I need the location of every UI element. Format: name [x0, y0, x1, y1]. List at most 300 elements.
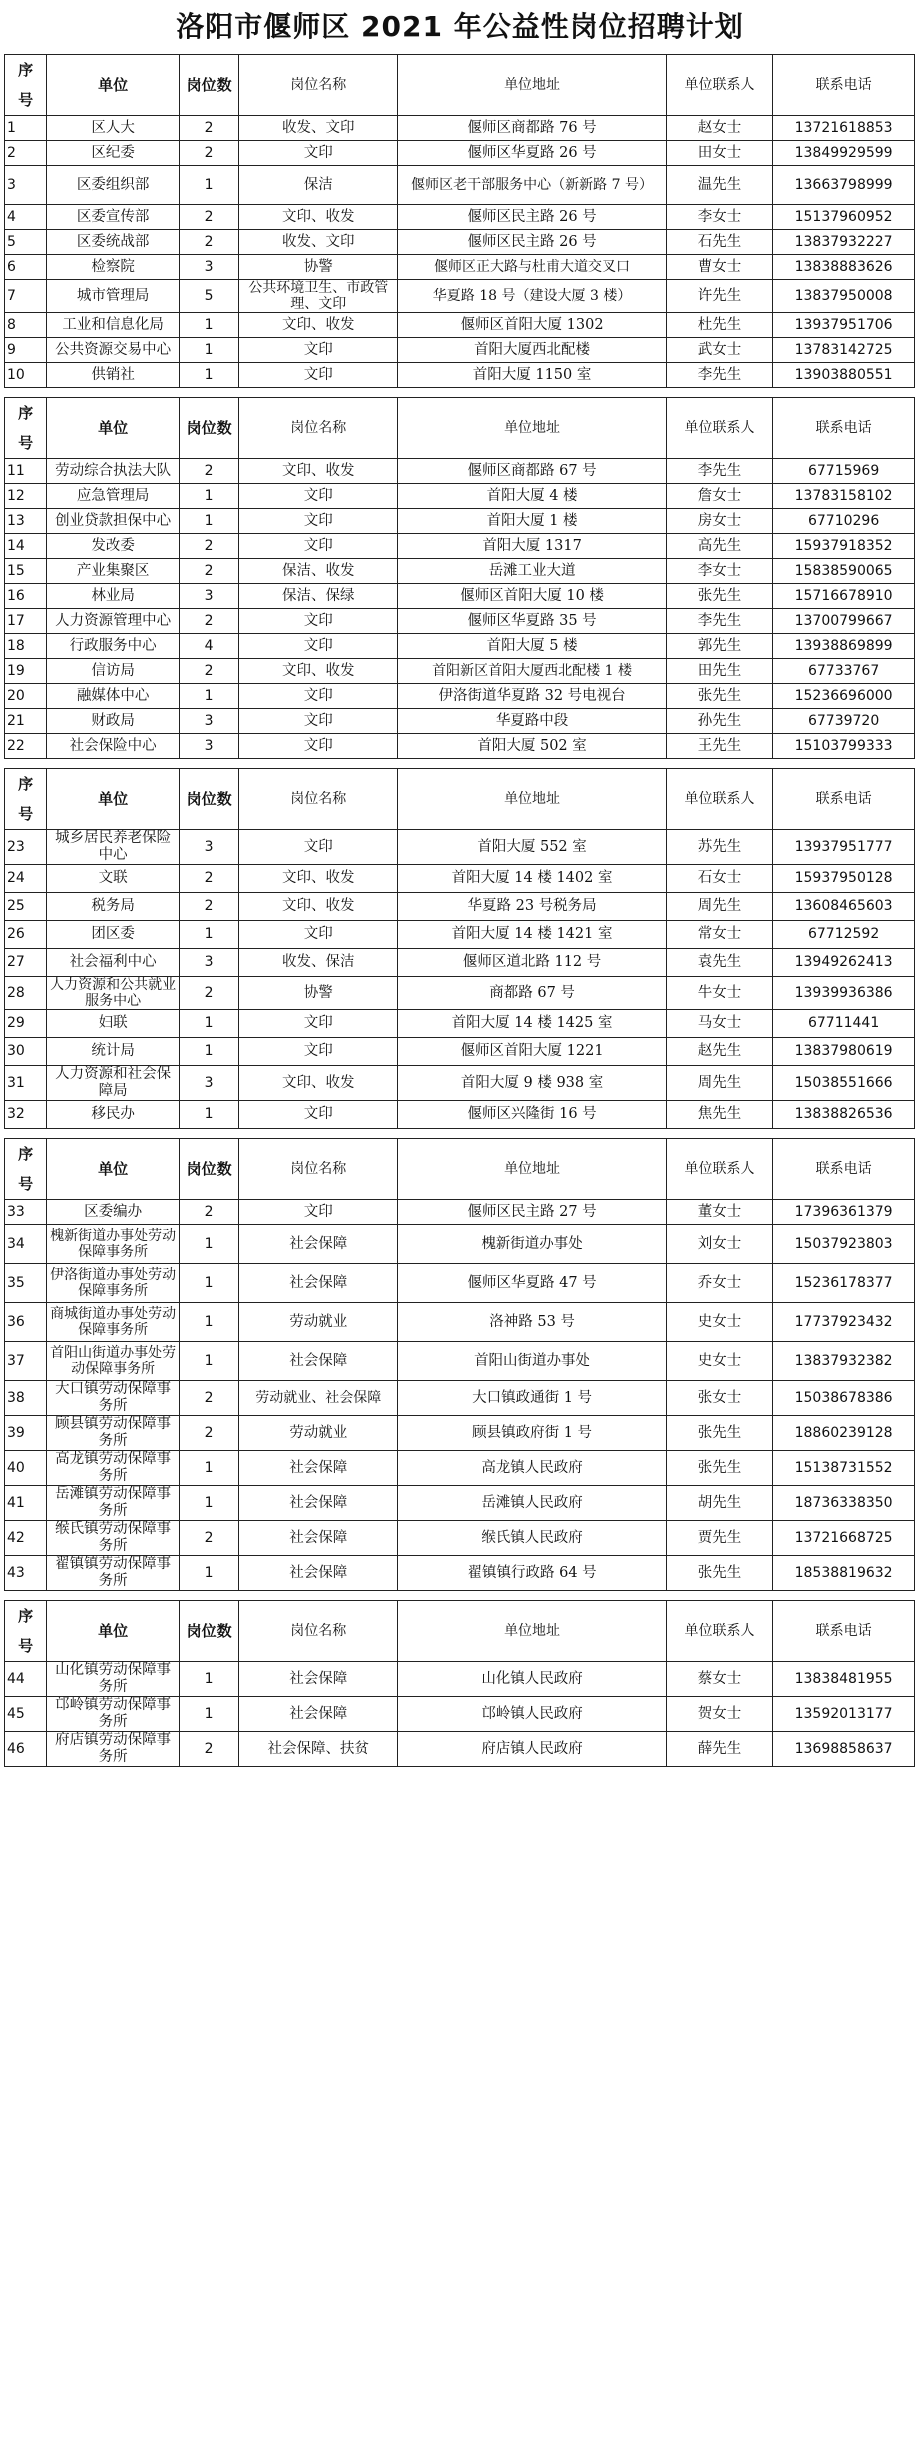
- cell-address: 首阳大厦 5 楼: [398, 634, 667, 659]
- cell-count: 2: [179, 116, 238, 141]
- cell-count: 1: [179, 1662, 238, 1697]
- cell-phone: 13663798999: [773, 166, 915, 205]
- cell-contact: 武女士: [666, 338, 772, 363]
- cell-phone: 13849929599: [773, 141, 915, 166]
- cell-phone: 13903880551: [773, 363, 915, 388]
- cell-no: 17: [5, 609, 47, 634]
- cell-contact: 赵先生: [666, 1038, 772, 1066]
- cell-phone: 15138731552: [773, 1451, 915, 1486]
- cell-address: 岳滩镇人民政府: [398, 1486, 667, 1521]
- cell-contact: 赵女士: [666, 116, 772, 141]
- cell-no: 9: [5, 338, 47, 363]
- header-seq: [5, 1139, 47, 1200]
- cell-post: 社会保障: [239, 1451, 398, 1486]
- cell-unit: 检察院: [47, 255, 180, 280]
- cell-contact: 刘女士: [666, 1225, 772, 1264]
- cell-post: 文印: [239, 830, 398, 865]
- cell-address: 偃师区首阳大厦 1221: [398, 1038, 667, 1066]
- header-seq: [5, 398, 47, 459]
- cell-phone: 13698858637: [773, 1732, 915, 1767]
- header-unit: 单位: [47, 55, 180, 116]
- cell-phone: 15236178377: [773, 1264, 915, 1303]
- cell-contact: 田先生: [666, 659, 772, 684]
- table-row: [5, 1342, 915, 1381]
- table-row: [5, 1732, 915, 1767]
- cell-unit: 移民办: [47, 1101, 180, 1129]
- cell-address: 偃师区民主路 27 号: [398, 1200, 667, 1225]
- cell-count: 3: [179, 709, 238, 734]
- table-row: [5, 363, 915, 388]
- cell-count: 1: [179, 921, 238, 949]
- cell-no: 33: [5, 1200, 47, 1225]
- cell-count: 2: [179, 559, 238, 584]
- cell-count: 1: [179, 1010, 238, 1038]
- table-row: [5, 559, 915, 584]
- cell-no: 37: [5, 1342, 47, 1381]
- cell-phone: 13837980619: [773, 1038, 915, 1066]
- cell-phone: 15236696000: [773, 684, 915, 709]
- cell-post: 文印、收发: [239, 205, 398, 230]
- cell-count: 1: [179, 1038, 238, 1066]
- cell-contact: 乔女士: [666, 1264, 772, 1303]
- header-seq-bottom: 号: [18, 805, 34, 823]
- cell-address: 偃师区华夏路 26 号: [398, 141, 667, 166]
- cell-no: 8: [5, 313, 47, 338]
- cell-post: 社会保障: [239, 1225, 398, 1264]
- cell-unit: 槐新街道办事处劳动保障事务所: [47, 1225, 180, 1264]
- cell-address: 首阳大厦 502 室: [398, 734, 667, 759]
- cell-unit: 创业贷款担保中心: [47, 509, 180, 534]
- cell-phone: 13937951706: [773, 313, 915, 338]
- cell-unit: 妇联: [47, 1010, 180, 1038]
- cell-contact: 史女士: [666, 1342, 772, 1381]
- table-row: [5, 1662, 915, 1697]
- cell-post: 文印: [239, 338, 398, 363]
- cell-phone: 13938869899: [773, 634, 915, 659]
- cell-no: 45: [5, 1697, 47, 1732]
- table-section-4: [4, 1138, 915, 1591]
- cell-no: 24: [5, 865, 47, 893]
- cell-post: 社会保障: [239, 1697, 398, 1732]
- cell-post: 收发、文印: [239, 230, 398, 255]
- cell-contact: 薛先生: [666, 1732, 772, 1767]
- cell-count: 2: [179, 977, 238, 1010]
- table-row: [5, 1451, 915, 1486]
- table-row: [5, 534, 915, 559]
- cell-phone: 13837932382: [773, 1342, 915, 1381]
- cell-unit: 区委编办: [47, 1200, 180, 1225]
- cell-contact: 石先生: [666, 230, 772, 255]
- cell-address: 大口镇政通街 1 号: [398, 1381, 667, 1416]
- cell-post: 文印: [239, 534, 398, 559]
- cell-unit: 应急管理局: [47, 484, 180, 509]
- cell-address: 邙岭镇人民政府: [398, 1697, 667, 1732]
- cell-phone: 15937918352: [773, 534, 915, 559]
- cell-no: 41: [5, 1486, 47, 1521]
- cell-contact: 李女士: [666, 205, 772, 230]
- cell-count: 2: [179, 230, 238, 255]
- header-address: 单位地址: [398, 1601, 667, 1662]
- header-seq-bottom: 号: [18, 434, 34, 452]
- cell-count: 1: [179, 166, 238, 205]
- cell-contact: 曹女士: [666, 255, 772, 280]
- cell-count: 2: [179, 893, 238, 921]
- cell-count: 2: [179, 1200, 238, 1225]
- cell-unit: 首阳山街道办事处劳动保障事务所: [47, 1342, 180, 1381]
- cell-phone: 15038678386: [773, 1381, 915, 1416]
- cell-post: 文印: [239, 684, 398, 709]
- table-row: [5, 734, 915, 759]
- cell-phone: 13838826536: [773, 1101, 915, 1129]
- cell-count: 3: [179, 830, 238, 865]
- table-row: [5, 1200, 915, 1225]
- header-address: 单位地址: [398, 769, 667, 830]
- cell-post: 文印、收发: [239, 659, 398, 684]
- header-post: 岗位名称: [239, 1601, 398, 1662]
- cell-count: 1: [179, 1451, 238, 1486]
- cell-contact: 张先生: [666, 1451, 772, 1486]
- cell-no: 6: [5, 255, 47, 280]
- cell-address: 偃师区老干部服务中心（新新路 7 号）: [398, 166, 667, 205]
- table-row: [5, 1556, 915, 1591]
- cell-phone: 13838883626: [773, 255, 915, 280]
- cell-contact: 詹女士: [666, 484, 772, 509]
- cell-post: 文印、收发: [239, 459, 398, 484]
- cell-address: 槐新街道办事处: [398, 1225, 667, 1264]
- cell-phone: 15716678910: [773, 584, 915, 609]
- cell-count: 3: [179, 255, 238, 280]
- table-row: [5, 459, 915, 484]
- cell-post: 文印: [239, 1101, 398, 1129]
- cell-address: 偃师区民主路 26 号: [398, 205, 667, 230]
- header-post: 岗位名称: [239, 55, 398, 116]
- table-row: [5, 893, 915, 921]
- cell-no: 18: [5, 634, 47, 659]
- cell-address: 华夏路 18 号（建设大厦 3 楼）: [398, 280, 667, 313]
- cell-no: 40: [5, 1451, 47, 1486]
- table-row: [5, 1303, 915, 1342]
- header-phone: 联系电话: [773, 55, 915, 116]
- cell-address: 偃师区首阳大厦 1302: [398, 313, 667, 338]
- recruitment-table: [4, 768, 915, 1129]
- cell-count: 2: [179, 459, 238, 484]
- cell-count: 1: [179, 1556, 238, 1591]
- table-row: [5, 230, 915, 255]
- cell-phone: 18736338350: [773, 1486, 915, 1521]
- cell-contact: 袁先生: [666, 949, 772, 977]
- cell-address: 山化镇人民政府: [398, 1662, 667, 1697]
- cell-address: 顾县镇政府街 1 号: [398, 1416, 667, 1451]
- cell-no: 34: [5, 1225, 47, 1264]
- cell-address: 首阳大厦 9 楼 938 室: [398, 1066, 667, 1101]
- cell-count: 1: [179, 1303, 238, 1342]
- cell-contact: 郭先生: [666, 634, 772, 659]
- cell-no: 31: [5, 1066, 47, 1101]
- header-count: 岗位数: [179, 55, 238, 116]
- cell-post: 文印: [239, 1038, 398, 1066]
- header-phone: 联系电话: [773, 398, 915, 459]
- cell-unit: 城乡居民养老保险中心: [47, 830, 180, 865]
- cell-address: 华夏路 23 号税务局: [398, 893, 667, 921]
- header-count: 岗位数: [179, 1139, 238, 1200]
- cell-no: 39: [5, 1416, 47, 1451]
- cell-contact: 牛女士: [666, 977, 772, 1010]
- table-row: [5, 255, 915, 280]
- cell-no: 2: [5, 141, 47, 166]
- cell-unit: 区纪委: [47, 141, 180, 166]
- table-row: [5, 166, 915, 205]
- cell-phone: 17737923432: [773, 1303, 915, 1342]
- table-section-2: [4, 397, 915, 759]
- header-unit: 单位: [47, 1139, 180, 1200]
- cell-count: 1: [179, 1264, 238, 1303]
- header-post: 岗位名称: [239, 1139, 398, 1200]
- cell-no: 36: [5, 1303, 47, 1342]
- cell-phone: 13592013177: [773, 1697, 915, 1732]
- table-section-3: [4, 768, 915, 1129]
- cell-count: 2: [179, 659, 238, 684]
- cell-contact: 贾先生: [666, 1521, 772, 1556]
- cell-contact: 张先生: [666, 1556, 772, 1591]
- table-row: [5, 1697, 915, 1732]
- table-row: [5, 634, 915, 659]
- cell-contact: 董女士: [666, 1200, 772, 1225]
- cell-unit: 供销社: [47, 363, 180, 388]
- cell-unit: 缑氏镇劳动保障事务所: [47, 1521, 180, 1556]
- cell-post: 文印: [239, 921, 398, 949]
- cell-phone: 18860239128: [773, 1416, 915, 1451]
- cell-post: 协警: [239, 977, 398, 1010]
- cell-unit: 区人大: [47, 116, 180, 141]
- table-row: [5, 584, 915, 609]
- cell-address: 首阳大厦 14 楼 1402 室: [398, 865, 667, 893]
- cell-post: 文印: [239, 709, 398, 734]
- cell-no: 28: [5, 977, 47, 1010]
- header-count: 岗位数: [179, 398, 238, 459]
- cell-no: 44: [5, 1662, 47, 1697]
- cell-post: 社会保障: [239, 1521, 398, 1556]
- cell-no: 13: [5, 509, 47, 534]
- cell-unit: 伊洛街道办事处劳动保障事务所: [47, 1264, 180, 1303]
- cell-contact: 王先生: [666, 734, 772, 759]
- cell-count: 1: [179, 1697, 238, 1732]
- cell-contact: 史女士: [666, 1303, 772, 1342]
- cell-address: 缑氏镇人民政府: [398, 1521, 667, 1556]
- cell-no: 27: [5, 949, 47, 977]
- cell-no: 46: [5, 1732, 47, 1767]
- cell-no: 29: [5, 1010, 47, 1038]
- header-seq-top: 序: [18, 61, 34, 79]
- header-row: [5, 55, 915, 116]
- table-row: [5, 338, 915, 363]
- table-row: [5, 1038, 915, 1066]
- header-row: [5, 398, 915, 459]
- cell-no: 14: [5, 534, 47, 559]
- cell-phone: 15838590065: [773, 559, 915, 584]
- cell-unit: 产业集聚区: [47, 559, 180, 584]
- header-unit: 单位: [47, 1601, 180, 1662]
- cell-address: 偃师区商都路 67 号: [398, 459, 667, 484]
- cell-post: 保洁、保绿: [239, 584, 398, 609]
- cell-count: 1: [179, 363, 238, 388]
- cell-count: 3: [179, 1066, 238, 1101]
- cell-no: 35: [5, 1264, 47, 1303]
- cell-unit: 社会福利中心: [47, 949, 180, 977]
- cell-count: 2: [179, 1381, 238, 1416]
- cell-count: 4: [179, 634, 238, 659]
- cell-contact: 胡先生: [666, 1486, 772, 1521]
- header-phone: 联系电话: [773, 769, 915, 830]
- table-row: [5, 484, 915, 509]
- cell-contact: 高先生: [666, 534, 772, 559]
- cell-address: 偃师区华夏路 47 号: [398, 1264, 667, 1303]
- table-row: [5, 609, 915, 634]
- cell-count: 1: [179, 338, 238, 363]
- cell-post: 文印: [239, 1200, 398, 1225]
- cell-post: 社会保障: [239, 1556, 398, 1591]
- cell-address: 首阳大厦 1150 室: [398, 363, 667, 388]
- table-row: [5, 1010, 915, 1038]
- cell-unit: 区委统战部: [47, 230, 180, 255]
- cell-count: 5: [179, 280, 238, 313]
- header-seq-bottom: 号: [18, 91, 34, 109]
- cell-post: 保洁: [239, 166, 398, 205]
- header-unit: 单位: [47, 398, 180, 459]
- cell-unit: 人力资源管理中心: [47, 609, 180, 634]
- cell-unit: 林业局: [47, 584, 180, 609]
- cell-phone: 67710296: [773, 509, 915, 534]
- cell-phone: 13937951777: [773, 830, 915, 865]
- cell-no: 25: [5, 893, 47, 921]
- cell-contact: 许先生: [666, 280, 772, 313]
- table-row: [5, 684, 915, 709]
- cell-contact: 苏先生: [666, 830, 772, 865]
- header-seq-top: 序: [18, 1607, 34, 1625]
- cell-count: 2: [179, 609, 238, 634]
- cell-address: 伊洛街道华夏路 32 号电视台: [398, 684, 667, 709]
- cell-unit: 信访局: [47, 659, 180, 684]
- cell-no: 1: [5, 116, 47, 141]
- cell-address: 首阳大厦 1317: [398, 534, 667, 559]
- header-contact: 单位联系人: [666, 55, 772, 116]
- cell-phone: 17396361379: [773, 1200, 915, 1225]
- cell-no: 21: [5, 709, 47, 734]
- cell-unit: 行政服务中心: [47, 634, 180, 659]
- header-seq-top: 序: [18, 1145, 34, 1163]
- recruitment-table: [4, 1600, 915, 1767]
- table-row: [5, 1521, 915, 1556]
- header-address: 单位地址: [398, 55, 667, 116]
- cell-count: 2: [179, 534, 238, 559]
- cell-address: 偃师区首阳大厦 10 楼: [398, 584, 667, 609]
- cell-address: 偃师区正大路与杜甫大道交叉口: [398, 255, 667, 280]
- cell-no: 10: [5, 363, 47, 388]
- cell-count: 1: [179, 484, 238, 509]
- cell-count: 3: [179, 949, 238, 977]
- cell-address: 偃师区民主路 26 号: [398, 230, 667, 255]
- cell-phone: 13700799667: [773, 609, 915, 634]
- recruitment-table: [4, 1138, 915, 1591]
- cell-contact: 张先生: [666, 684, 772, 709]
- cell-contact: 贺女士: [666, 1697, 772, 1732]
- cell-post: 文印: [239, 509, 398, 534]
- cell-post: 公共环境卫生、市政管理、文印: [239, 280, 398, 313]
- cell-post: 收发、保洁: [239, 949, 398, 977]
- cell-contact: 李先生: [666, 363, 772, 388]
- cell-unit: 劳动综合执法大队: [47, 459, 180, 484]
- cell-post: 文印: [239, 609, 398, 634]
- cell-no: 20: [5, 684, 47, 709]
- cell-unit: 融媒体中心: [47, 684, 180, 709]
- cell-phone: 67733767: [773, 659, 915, 684]
- header-row: [5, 1139, 915, 1200]
- table-row: [5, 1486, 915, 1521]
- header-contact: 单位联系人: [666, 1139, 772, 1200]
- cell-post: 社会保障: [239, 1264, 398, 1303]
- table-row: [5, 921, 915, 949]
- cell-address: 首阳新区首阳大厦西北配楼 1 楼: [398, 659, 667, 684]
- table-row: [5, 977, 915, 1010]
- header-contact: 单位联系人: [666, 398, 772, 459]
- cell-post: 社会保障、扶贫: [239, 1732, 398, 1767]
- header-address: 单位地址: [398, 398, 667, 459]
- cell-count: 3: [179, 584, 238, 609]
- cell-no: 16: [5, 584, 47, 609]
- header-phone: 联系电话: [773, 1601, 915, 1662]
- cell-phone: 13721618853: [773, 116, 915, 141]
- cell-contact: 马女士: [666, 1010, 772, 1038]
- cell-phone: 13838481955: [773, 1662, 915, 1697]
- cell-no: 26: [5, 921, 47, 949]
- cell-unit: 工业和信息化局: [47, 313, 180, 338]
- cell-address: 偃师区华夏路 35 号: [398, 609, 667, 634]
- header-phone: 联系电话: [773, 1139, 915, 1200]
- cell-count: 1: [179, 1342, 238, 1381]
- cell-no: 12: [5, 484, 47, 509]
- cell-unit: 发改委: [47, 534, 180, 559]
- cell-phone: 13721668725: [773, 1521, 915, 1556]
- header-post: 岗位名称: [239, 769, 398, 830]
- table-row: [5, 1101, 915, 1129]
- cell-unit: 税务局: [47, 893, 180, 921]
- cell-phone: 13783158102: [773, 484, 915, 509]
- header-count: 岗位数: [179, 769, 238, 830]
- cell-unit: 岳滩镇劳动保障事务所: [47, 1486, 180, 1521]
- recruitment-table: [4, 54, 915, 388]
- header-post: 岗位名称: [239, 398, 398, 459]
- cell-contact: 李先生: [666, 459, 772, 484]
- cell-address: 偃师区道北路 112 号: [398, 949, 667, 977]
- cell-no: 11: [5, 459, 47, 484]
- recruitment-plan-tables: [0, 54, 920, 1767]
- cell-contact: 杜先生: [666, 313, 772, 338]
- cell-contact: 李先生: [666, 609, 772, 634]
- cell-phone: 15937950128: [773, 865, 915, 893]
- table-row: [5, 709, 915, 734]
- cell-contact: 田女士: [666, 141, 772, 166]
- header-unit: 单位: [47, 769, 180, 830]
- table-row: [5, 949, 915, 977]
- cell-post: 社会保障: [239, 1342, 398, 1381]
- cell-unit: 统计局: [47, 1038, 180, 1066]
- cell-contact: 温先生: [666, 166, 772, 205]
- header-seq: [5, 55, 47, 116]
- cell-post: 文印、收发: [239, 865, 398, 893]
- table-section-5: [4, 1600, 915, 1767]
- table-row: [5, 1066, 915, 1101]
- cell-count: 1: [179, 1225, 238, 1264]
- table-row: [5, 1264, 915, 1303]
